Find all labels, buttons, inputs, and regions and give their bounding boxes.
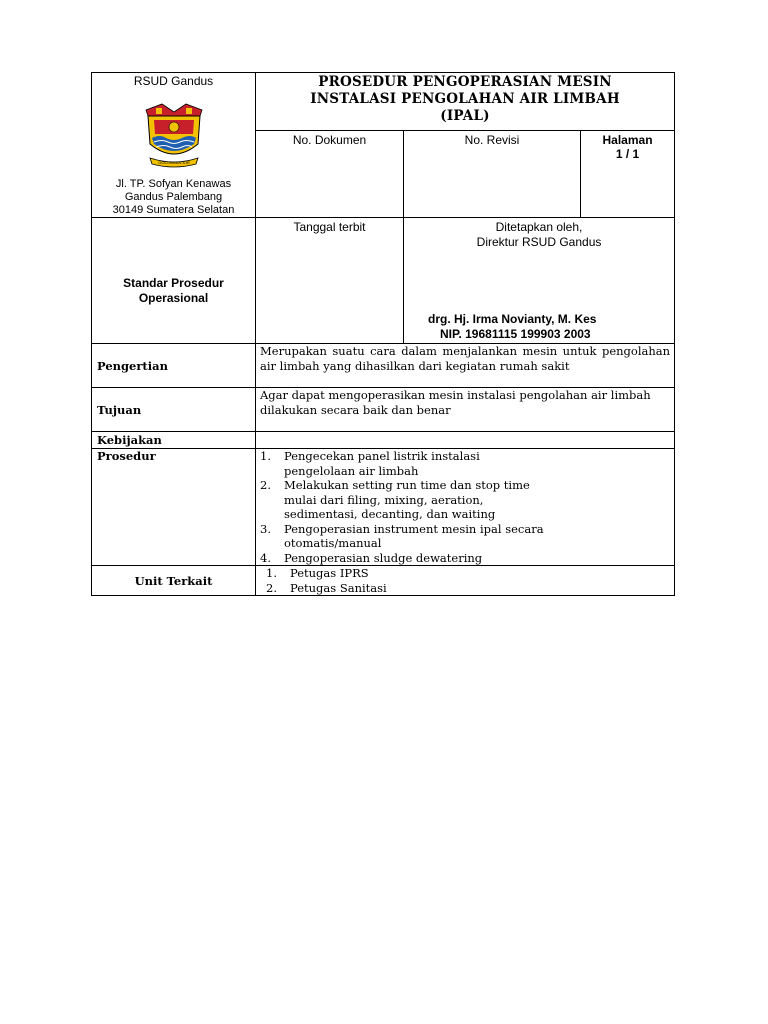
prosedur-list <box>256 449 674 565</box>
pengertian-text: Merupakan suatu cara dalam menjalankan mesin untuk pengolahan air limbah yang dihasilkan dari kegiatan rumah sakit <box>256 344 675 388</box>
address-line: 30149 Sumatera Selatan <box>112 204 235 216</box>
kebijakan-label: Kebijakan <box>92 432 256 449</box>
sop-label-cell <box>92 218 256 344</box>
list-line: Pengoperasian instrument mesin ipal secara <box>284 521 544 536</box>
list-item <box>260 478 674 522</box>
ditetapkan-line: Ditetapkan oleh, <box>495 220 583 234</box>
ditetapkan-cell <box>404 218 675 344</box>
ditetapkan-line: Direktur RSUD Gandus <box>476 235 602 249</box>
list-line: mulai dari filing, mixing, aeration, <box>284 492 484 507</box>
list-number: 4. <box>260 550 271 565</box>
prosedur-list-cell <box>256 449 675 566</box>
list-item <box>260 449 674 478</box>
tanggal-terbit-cell <box>256 218 404 344</box>
address-line: Gandus Palembang <box>124 191 223 203</box>
title-line: (IPAL) <box>440 108 490 124</box>
unit-terkait-list-cell <box>256 566 675 596</box>
list-line: Petugas IPRS <box>290 566 369 580</box>
tujuan-text: Agar dapat mengoperasikan mesin instalasi pengolahan air limbah dilakukan secara baik dan benar <box>256 388 675 432</box>
kebijakan-text <box>256 432 675 449</box>
hospital-logo-icon <box>142 100 206 172</box>
no-revisi-label: No. Revisi <box>464 132 520 147</box>
unit-terkait-label: Unit Terkait <box>92 566 256 596</box>
title-line: INSTALASI PENGOLAHAN AIR LIMBAH <box>310 91 620 107</box>
list-line: Pengoperasian sludge dewatering <box>284 550 483 565</box>
tujuan-label: Tujuan <box>92 388 256 432</box>
no-revisi-cell <box>404 130 581 217</box>
list-item <box>260 551 674 566</box>
document-title <box>256 73 675 131</box>
hospital-address <box>92 178 255 217</box>
sop-label-line: Standar Prosedur <box>123 275 224 290</box>
list-line: Melakukan setting run time dan stop time <box>284 478 530 492</box>
halaman-label: Halaman <box>602 132 653 147</box>
halaman-value: 1 / 1 <box>615 146 640 161</box>
no-dokumen-label: No. Dokumen <box>292 132 367 147</box>
list-number: 1. <box>260 449 271 463</box>
title-line: PROSEDUR PENGOPERASIAN MESIN <box>318 74 612 90</box>
list-line: otomatis/manual <box>284 536 382 550</box>
hospital-name: RSUD Gandus <box>133 74 214 88</box>
address-line: Jl. TP. Sofyan Kenawas <box>115 178 232 190</box>
signer-name: drg. Hj. Irma Novianty, M. Kes <box>428 312 597 326</box>
list-line: Pengecekan panel listrik instalasi <box>284 449 480 463</box>
list-item <box>260 522 674 551</box>
list-item <box>266 566 674 581</box>
list-number: 2. <box>260 478 271 492</box>
unit-terkait-list <box>256 566 674 595</box>
sop-label-line: Operasional <box>138 290 209 305</box>
list-line: Petugas Sanitasi <box>290 580 387 595</box>
sop-table <box>91 72 675 596</box>
pengertian-label: Pengertian <box>92 344 256 388</box>
halaman-cell <box>581 130 675 217</box>
list-line: sedimentasi, decanting, dan waiting <box>284 507 496 521</box>
prosedur-label: Prosedur <box>92 449 256 566</box>
no-dokumen-cell <box>256 130 404 217</box>
list-item <box>266 581 674 596</box>
list-number: 1. <box>266 566 277 580</box>
list-number: 3. <box>260 521 271 536</box>
tanggal-terbit-label: Tanggal terbit <box>293 220 366 234</box>
svg-text:GOLONGAN ILIR: GOLONGAN ILIR <box>157 160 190 165</box>
signer-nip: NIP. 19681115 199903 2003 <box>440 327 591 341</box>
hospital-info-cell <box>92 73 256 218</box>
list-line: pengelolaan air limbah <box>284 463 419 478</box>
list-number: 2. <box>266 580 277 595</box>
